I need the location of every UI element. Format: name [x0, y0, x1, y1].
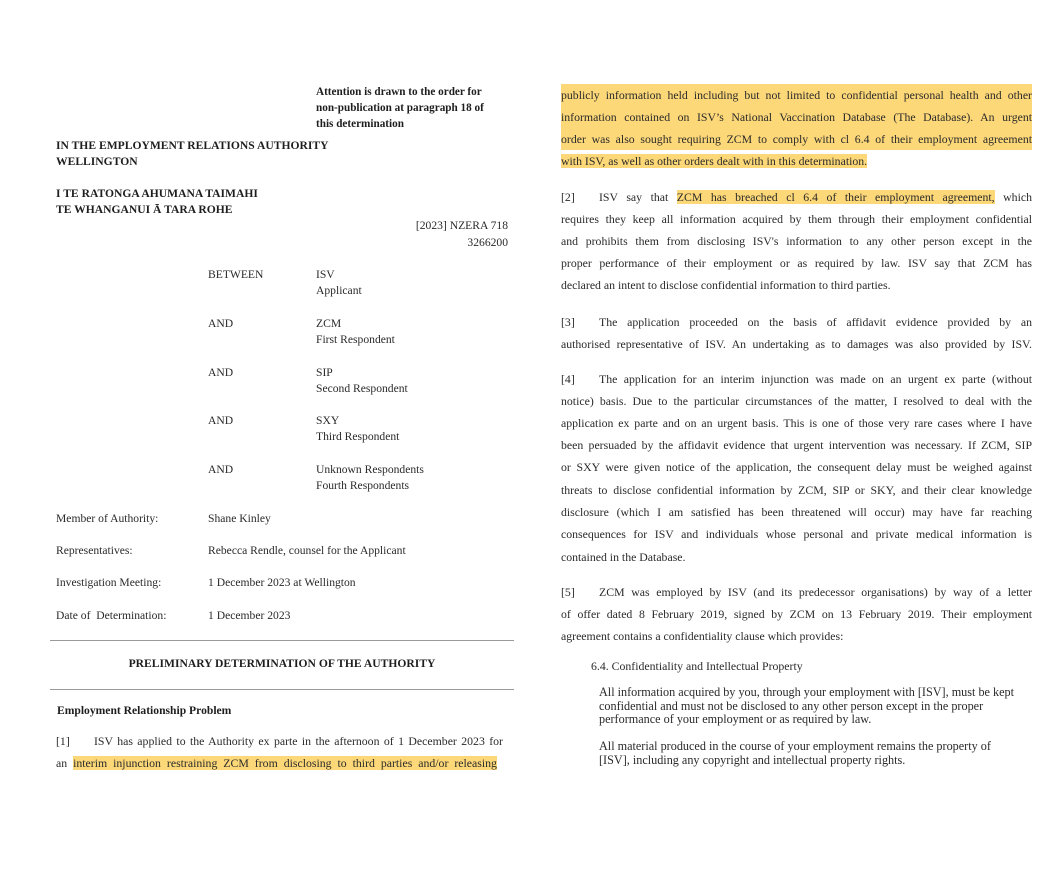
case-citation: [2023] NZERA 718 3266200	[308, 218, 508, 251]
paragraph-number: [5]	[561, 585, 575, 599]
party-conjunction: AND	[208, 366, 234, 379]
highlighted-text: interim injunction restraining ZCM from disclosing to third parties and/or releasing	[73, 756, 497, 770]
party-details	[316, 365, 408, 397]
highlighted-text: information contained on ISV’s National Vaccination Database (The Database). An urgent	[561, 106, 1032, 128]
clause-paragraph: All information acquired by you, through your employment with [ISV], must be kept confidential and must not be disclosed to any other person except in the proper performance of your employment or as required by law.	[599, 685, 1014, 726]
highlighted-text: publicly information held including but not limited to confidential personal health and other	[561, 84, 1032, 106]
paragraph-number: [1]	[56, 734, 70, 748]
party-details	[316, 413, 399, 445]
party-details	[316, 462, 424, 494]
party-name: Unknown Respondents	[316, 463, 424, 476]
detail-value: Shane Kinley	[208, 512, 271, 525]
detail-label: Member of Authority:	[56, 512, 159, 525]
section-heading: Employment Relationship Problem	[57, 704, 232, 717]
clause-paragraph: All material produced in the course of your employment remains the property of [ISV], including any copyright and intellectual property rights.	[599, 739, 991, 767]
court-name-english: IN THE EMPLOYMENT RELATIONS AUTHORITY WELLINGTON	[56, 139, 329, 168]
party-name: ISV	[316, 268, 335, 281]
non-publication-notice: Attention is drawn to the order for non-publication at paragraph 18 of this determination	[316, 86, 484, 130]
detail-label: Investigation Meeting:	[56, 576, 162, 589]
party-role: Fourth Respondents	[316, 479, 410, 492]
party-name: ZCM	[316, 317, 342, 330]
divider	[50, 689, 514, 690]
paragraph-number: [4]	[561, 372, 575, 386]
clause-heading: 6.4. Confidentiality and Intellectual Property	[591, 659, 803, 673]
court-name-maori: I TE RATONGA AHUMANA TAIMAHI TE WHANGANUI Ā TARA ROHE	[56, 187, 258, 216]
party-role: Third Respondent	[316, 430, 400, 443]
determination-heading: PRELIMINARY DETERMINATION OF THE AUTHORITY	[128, 657, 436, 670]
detail-label: Representatives:	[56, 544, 133, 557]
divider	[50, 640, 514, 641]
paragraph-number: [2]	[561, 190, 575, 204]
party-conjunction: AND	[208, 414, 234, 427]
party-row	[208, 365, 233, 381]
party-conjunction: AND	[208, 463, 234, 476]
party-row	[208, 462, 233, 478]
party-name: SXY	[316, 414, 340, 427]
highlighted-text: ZCM has breached cl 6.4 of their employment agreement,	[676, 190, 995, 204]
detail-value: Rebecca Rendle, counsel for the Applicant	[208, 544, 406, 557]
party-row	[208, 316, 233, 332]
party-details	[316, 316, 395, 348]
party-conjunction: AND	[208, 317, 234, 330]
party-row	[208, 267, 263, 283]
party-row	[208, 413, 233, 429]
detail-value: 1 December 2023 at Wellington	[208, 576, 356, 589]
party-role: First Respondent	[316, 333, 395, 346]
party-conjunction: BETWEEN	[208, 268, 264, 281]
highlighted-text: with ISV, as well as other orders dealt with in this determination.	[561, 154, 868, 168]
highlighted-text: order was also sought requiring ZCM to comply with cl 6.4 of their employment agreement	[561, 128, 1032, 150]
paragraph-number: [3]	[561, 315, 575, 329]
party-role: Applicant	[316, 284, 362, 297]
party-role: Second Respondent	[316, 382, 408, 395]
party-details	[316, 267, 362, 299]
file-number: 3266200	[467, 236, 508, 249]
detail-value: 1 December 2023	[208, 609, 291, 622]
party-name: SIP	[316, 366, 333, 379]
detail-label: Date of Determination:	[56, 609, 167, 622]
